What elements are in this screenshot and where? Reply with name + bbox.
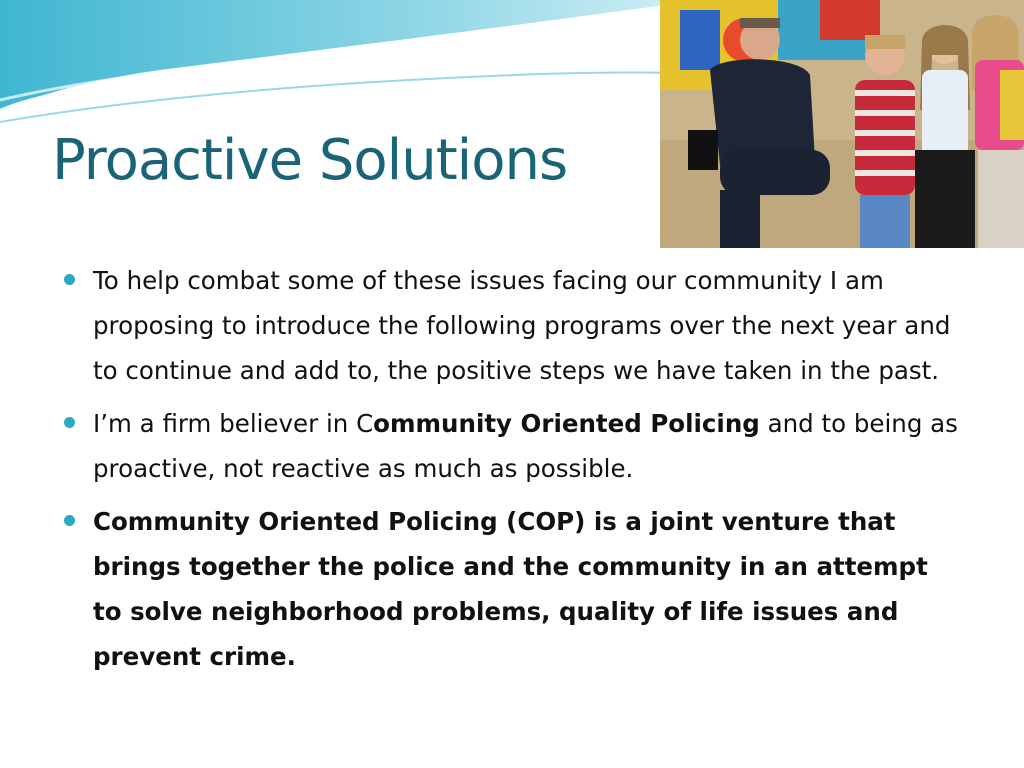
slide-title: Proactive Solutions [52, 128, 568, 193]
bullet-text: To help combat some of these issues facing our community I am proposing to introduce the following programs over the next year and to continue and add to, the positive steps we have taken in the past. [93, 266, 951, 385]
bullet-dot-icon [64, 274, 75, 285]
bullet-text-prefix: I’m a firm believer in C [93, 409, 374, 438]
bullet-item [62, 401, 962, 491]
bullet-item [62, 258, 962, 393]
bullet-text-emphasis: ommunity Oriented Policing [373, 409, 760, 438]
police-officer-with-children-photo [660, 0, 1024, 248]
bullet-text: Community Oriented Policing (COP) is a joint venture that brings together the police and the community in an attempt to solve neighborhood problems, quality of life issues and prevent crime. [93, 507, 928, 671]
bullet-list [62, 258, 962, 687]
bullet-item [62, 499, 962, 679]
bullet-text-suffix: and to being as proactive, not reactive as much as possible. [93, 409, 958, 483]
bullet-dot-icon [64, 515, 75, 526]
bullet-dot-icon [64, 417, 75, 428]
